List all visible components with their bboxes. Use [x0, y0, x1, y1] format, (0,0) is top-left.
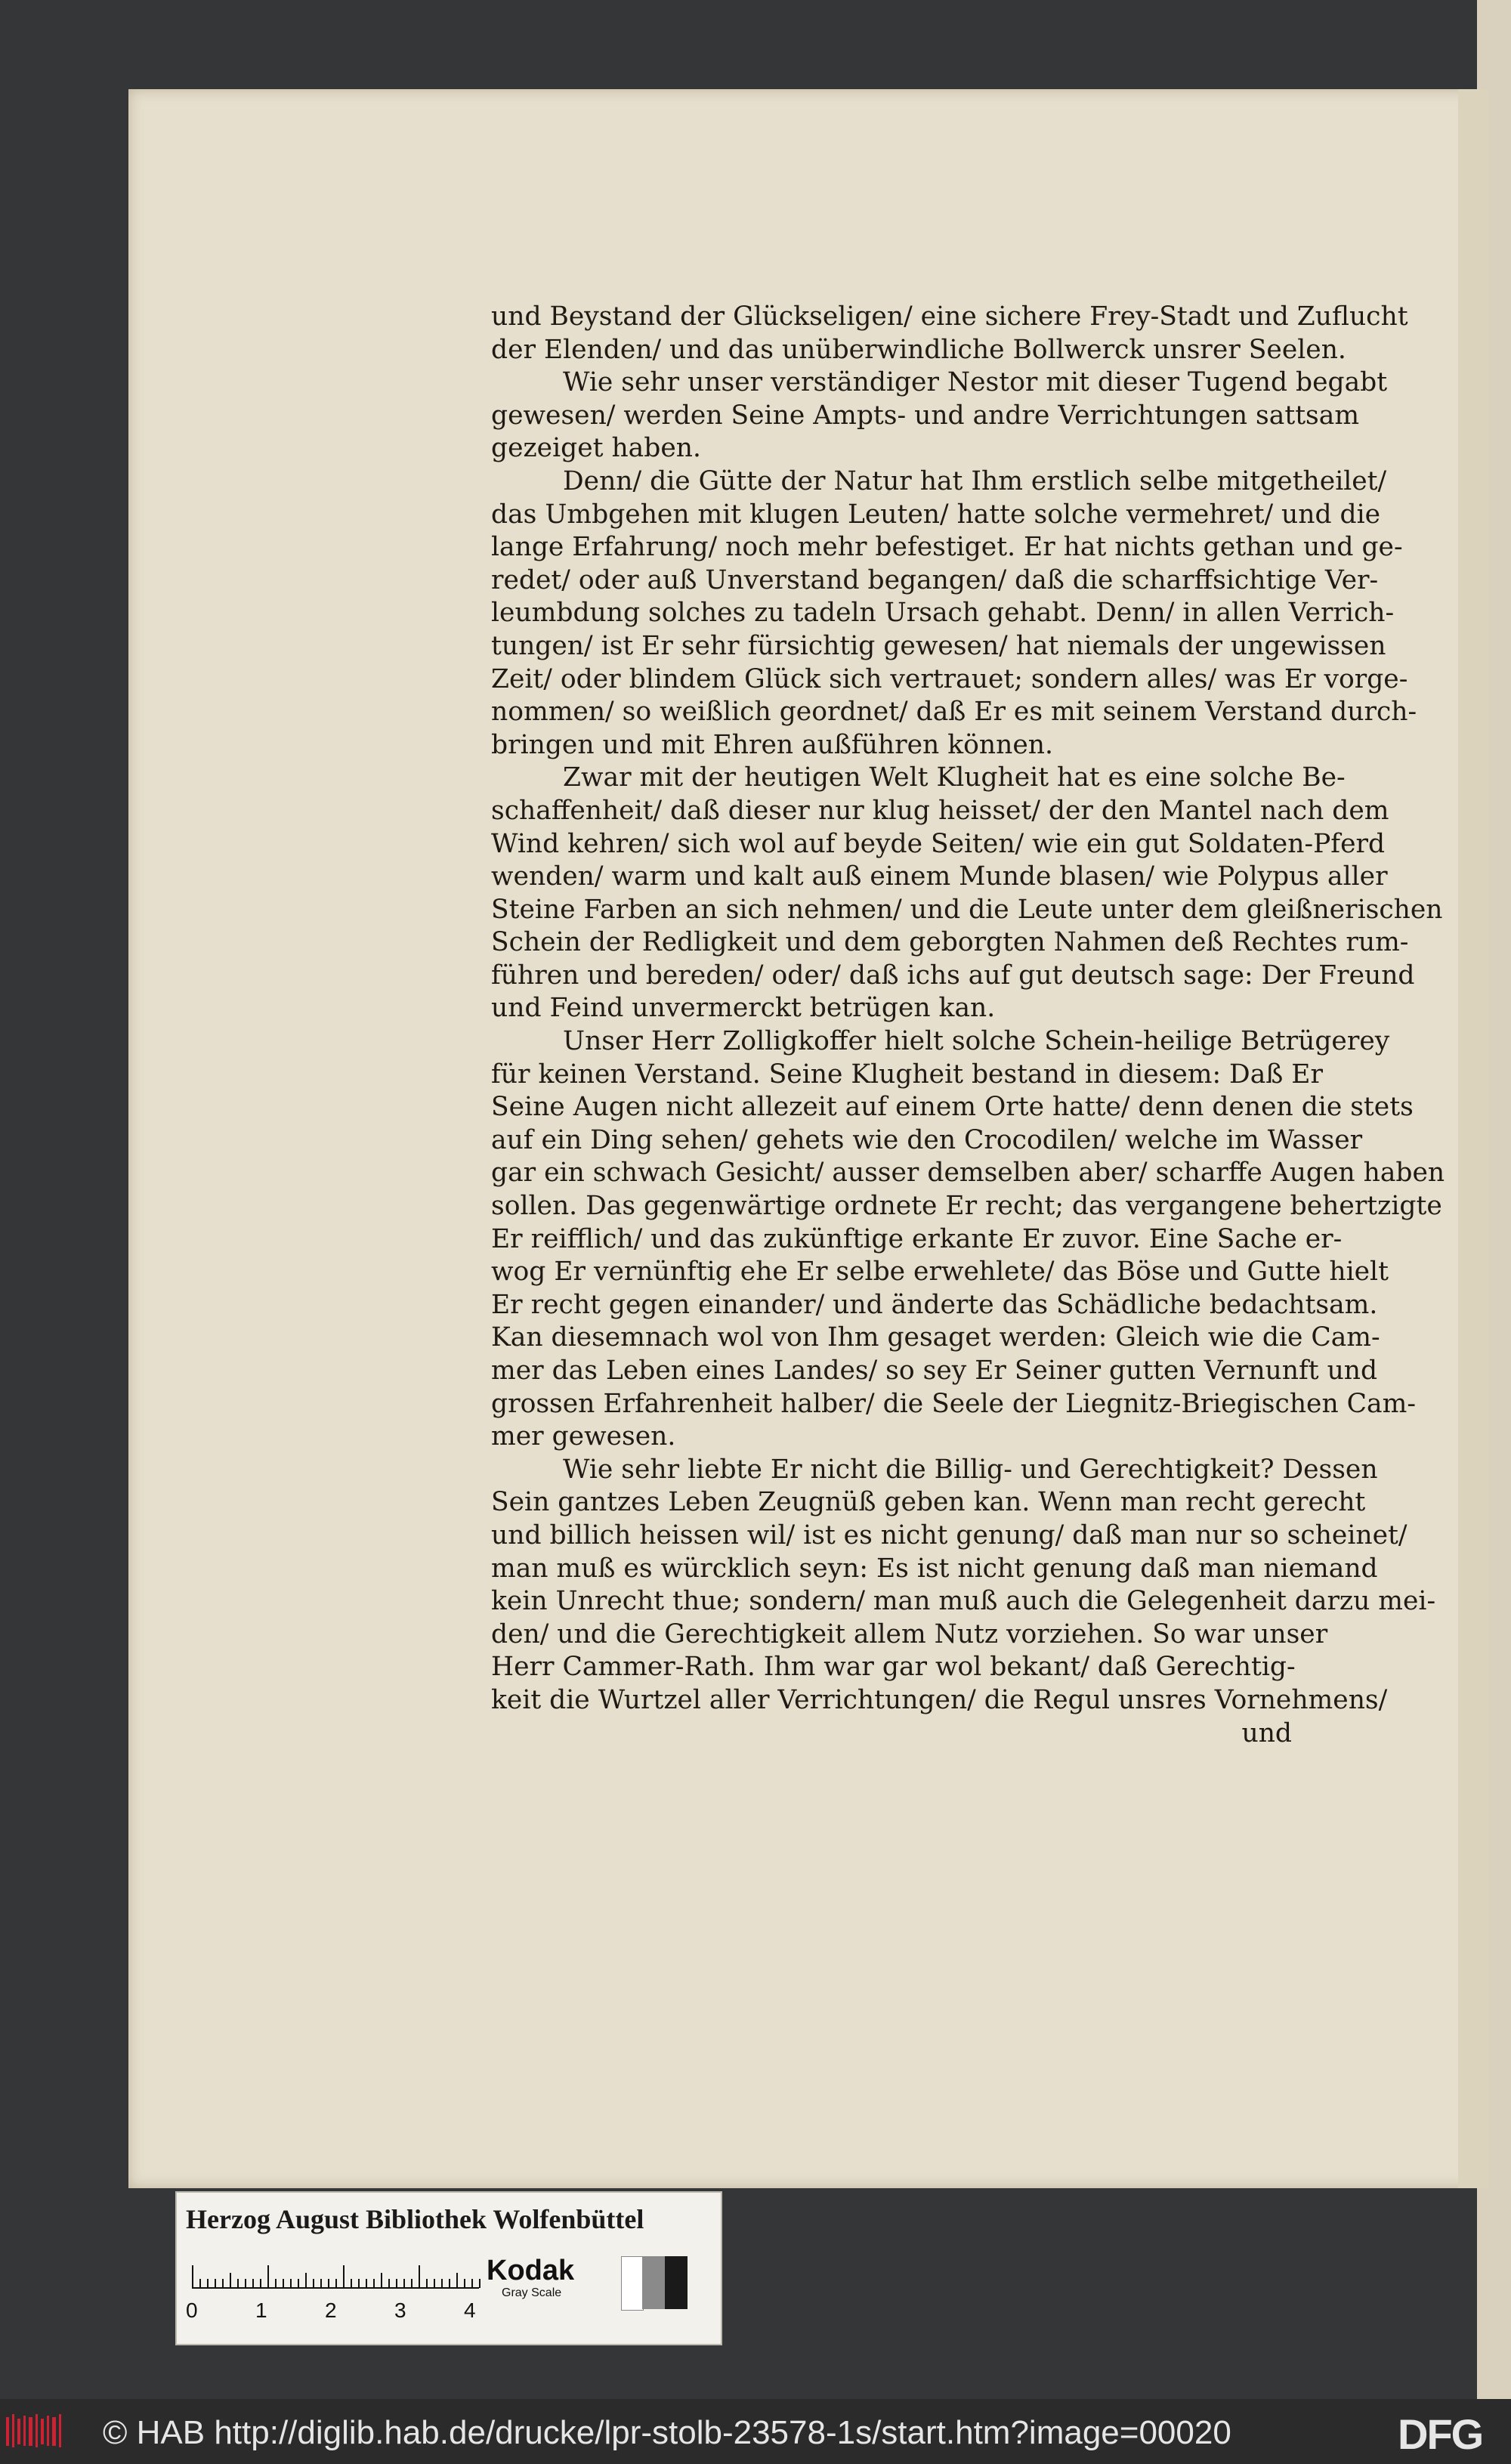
text-line: führen und bereden/ oder/ daß ichs auf gut deutsch sage: Der Freund — [491, 960, 1415, 991]
ruler-number: 1 — [255, 2299, 267, 2322]
kodak-brand: Kodak — [487, 2255, 575, 2286]
text-line: wenden/ warm und kalt auß einem Munde blasen/ wie Polypus aller — [491, 861, 1388, 892]
text-line: gezeiget haben. — [491, 433, 701, 464]
scale-ruler — [192, 2259, 494, 2289]
text-line: Wie sehr unser verständiger Nestor mit dieser Tugend begabt — [563, 367, 1388, 398]
copyright-url[interactable]: © HAB http://diglib.hab.de/drucke/lpr-stolb-23578-1s/start.htm?image=00020 — [103, 2414, 1231, 2451]
text-line: Sein gantzes Leben Zeugnüß geben kan. Wenn man recht gerecht — [491, 1487, 1366, 1518]
text-line: keit die Wurtzel aller Verrichtungen/ die Regul unsres Vornehmens/ — [491, 1684, 1388, 1715]
text-line: Kan diesemnach wol von Ihm gesaget werden: Gleich wie die Cam- — [491, 1322, 1380, 1353]
ruler-number: 4 — [464, 2299, 476, 2322]
text-line: Seine Augen nicht allezeit auf einem Orte hatte/ denn denen die stets — [491, 1092, 1414, 1123]
text-line: leumbdung solches zu tadeln Ursach gehabt. Denn/ in allen Verrich- — [491, 598, 1395, 629]
text-line: Unser Herr Zolligkoffer hielt solche Schein-heilige Betrügerey — [563, 1026, 1390, 1057]
text-line: Wie sehr liebte Er nicht die Billig- und Gerechtigkeit? Dessen — [563, 1454, 1378, 1485]
page-fold-edge — [1458, 89, 1488, 2188]
text-line: tungen/ ist Er sehr fürsichtig gewesen/ hat niemals der ungewissen — [491, 630, 1386, 661]
text-line: bringen und mit Ehren außführen können. — [491, 729, 1053, 760]
library-label — [175, 2191, 722, 2345]
gray-patch-mid — [642, 2256, 665, 2309]
text-line: Steine Farben an sich nehmen/ und die Leute unter dem gleißnerischen — [491, 894, 1443, 925]
text-line: Er recht gegen einander/ und änderte das Schädliche bedachtsam. — [491, 1289, 1378, 1320]
kodak-subtitle: Gray Scale — [502, 2286, 562, 2299]
text-line: gewesen/ werden Seine Ampts- und andre Verrichtungen sattsam — [491, 400, 1360, 431]
text-line: den/ und die Gerechtigkeit allem Nutz vorziehen. So war unser — [491, 1618, 1328, 1649]
text-line: sollen. Das gegenwärtige ordnete Er recht; das vergangene behertzigte — [491, 1191, 1442, 1222]
text-line: Er reifflich/ und das zukünftige erkante Er zuvor. Eine Sache er- — [491, 1223, 1343, 1254]
paragraph — [491, 1454, 1436, 1717]
text-line: und Feind unvermerckt betrügen kan. — [491, 993, 996, 1024]
text-line: lange Erfahrung/ noch mehr befestiget. Er hat nichts gethan und ge- — [491, 532, 1403, 563]
text-line: Zwar mit der heutigen Welt Klugheit hat es eine solche Be- — [563, 762, 1346, 793]
page-text — [491, 301, 1445, 1750]
ruler-number: 0 — [186, 2299, 198, 2322]
text-line: schaffenheit/ daß dieser nur klug heisset/ der den Mantel nach dem — [491, 795, 1389, 826]
paragraph — [491, 301, 1408, 366]
text-line: kein Unrecht thue; sondern/ man muß auch die Gelegenheit darzu mei- — [491, 1586, 1436, 1617]
paragraph — [491, 366, 1388, 465]
text-line: mer das Leben eines Landes/ so sey Er Seiner gutten Vernunft und — [491, 1356, 1378, 1386]
text-line: mer gewesen. — [491, 1421, 676, 1452]
ruler-number: 3 — [394, 2299, 406, 2322]
text-line: das Umbgehen mit klugen Leuten/ hatte solche vermehret/ und die — [491, 499, 1381, 530]
ruler-number: 2 — [325, 2299, 337, 2322]
text-line: für keinen Verstand. Seine Klugheit bestand in diesem: Daß Er — [491, 1059, 1323, 1090]
barcode-icon — [5, 2413, 63, 2450]
text-line: auf ein Ding sehen/ gehets wie den Crocodilen/ welche im Wasser — [491, 1124, 1363, 1155]
text-line: Denn/ die Gütte der Natur hat Ihm erstlich selbe mitgetheilet/ — [563, 465, 1387, 496]
text-line: und billich heissen wil/ ist es nicht genung/ daß man nur so scheinet/ — [491, 1520, 1407, 1550]
text-line: und Beystand der Glückseligen/ eine sichere Frey-Stadt und Zuflucht — [491, 301, 1408, 332]
catchword: und — [1241, 1717, 1292, 1748]
text-line: Schein der Redligkeit und dem geborgten Nahmen deß Rechtes rum- — [491, 927, 1409, 958]
paragraph — [491, 465, 1417, 762]
gray-patch-black — [665, 2256, 688, 2309]
paragraph — [491, 1025, 1445, 1454]
text-line: nommen/ so weißlich geordnet/ daß Er es mit seinem Verstand durch- — [491, 697, 1417, 728]
gray-patch-white — [621, 2256, 644, 2311]
text-line: Wind kehren/ sich wol auf beyde Seiten/ wie ein gut Soldaten-Pferd — [491, 828, 1386, 859]
library-name: Herzog August Bibliothek Wolfenbüttel — [186, 2204, 644, 2234]
viewer-footer — [0, 2399, 1511, 2464]
text-line: Herr Cammer-Rath. Ihm war gar wol bekant/ daß Gerechtig- — [491, 1652, 1296, 1683]
text-line: Zeit/ oder blindem Glück sich vertrauet; sondern alles/ was Er vorge- — [491, 663, 1408, 694]
text-line: wog Er vernünftig ehe Er selbe erwehlete/ das Böse und Gutte hielt — [491, 1257, 1389, 1288]
text-line: redet/ oder auß Unverstand begangen/ daß die scharffsichtige Ver- — [491, 564, 1379, 595]
text-line: der Elenden/ und das unüberwindliche Bollwerck unsrer Seelen. — [491, 334, 1346, 365]
paragraph — [491, 762, 1443, 1025]
text-line: man muß es würcklich seyn: Es ist nicht genung daß man niemand — [491, 1553, 1378, 1584]
document-page — [128, 89, 1488, 2188]
text-line: gar ein schwach Gesicht/ ausser demselben aber/ scharffe Augen haben — [491, 1158, 1445, 1189]
text-line: grossen Erfahrenheit halber/ die Seele der Liegnitz-Briegischen Cam- — [491, 1388, 1416, 1419]
dfg-logo: DFG — [1398, 2410, 1483, 2458]
